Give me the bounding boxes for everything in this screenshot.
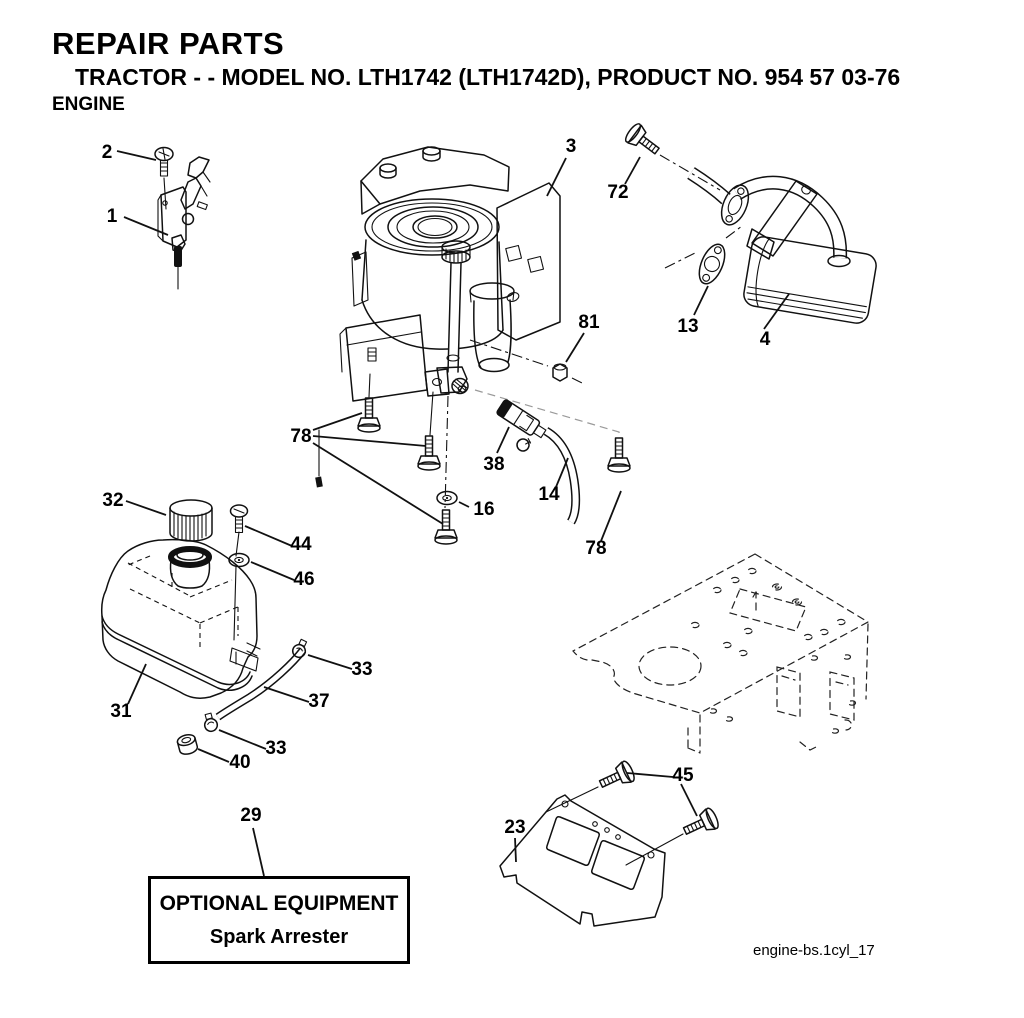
callout-78-a: 78 bbox=[290, 426, 312, 447]
callout-44: 44 bbox=[290, 534, 312, 555]
muffler-art bbox=[623, 122, 878, 325]
callout-46: 46 bbox=[293, 569, 315, 590]
callout-78-b: 78 bbox=[585, 538, 607, 559]
callout-33-a: 33 bbox=[351, 659, 373, 680]
callout-81: 81 bbox=[578, 312, 600, 333]
callout-16: 16 bbox=[473, 499, 495, 520]
callout-31: 31 bbox=[110, 701, 132, 722]
engine-art bbox=[315, 147, 560, 487]
callout-37: 37 bbox=[308, 691, 330, 712]
bushing-40 bbox=[176, 733, 198, 756]
fuel-filter bbox=[496, 399, 548, 441]
throttle-control-art bbox=[155, 148, 210, 290]
page-title: REPAIR PARTS bbox=[52, 26, 285, 61]
callout-labels bbox=[102, 136, 771, 838]
callout-4: 4 bbox=[759, 329, 771, 350]
section-title: ENGINE bbox=[52, 94, 125, 115]
callout-2: 2 bbox=[101, 142, 113, 163]
callout-1: 1 bbox=[106, 206, 118, 227]
callout-33-b: 33 bbox=[265, 738, 287, 759]
callout-3: 3 bbox=[565, 136, 577, 157]
callout-38: 38 bbox=[483, 454, 505, 475]
callout-32: 32 bbox=[102, 490, 124, 511]
optional-equipment-title: OPTIONAL EQUIPMENT bbox=[159, 891, 399, 915]
frame-art bbox=[573, 554, 868, 753]
callout-72: 72 bbox=[607, 182, 629, 203]
callout-40: 40 bbox=[229, 752, 251, 773]
model-line: TRACTOR - - MODEL NO. LTH1742 (LTH1742D), PRODUCT NO. 954 57 03-76 bbox=[75, 64, 901, 90]
callout-45: 45 bbox=[672, 765, 694, 786]
nut-81 bbox=[553, 364, 567, 381]
drawing-id: engine-bs.1cyl_17 bbox=[753, 942, 875, 959]
fuel-tank-art bbox=[102, 500, 310, 756]
callout-23: 23 bbox=[504, 817, 526, 838]
fuel-cap bbox=[170, 500, 212, 541]
optional-equipment-box bbox=[148, 876, 410, 964]
callout-13: 13 bbox=[677, 316, 699, 337]
optional-equipment-item: Spark Arrester bbox=[209, 925, 349, 948]
callout-14: 14 bbox=[538, 484, 560, 505]
callout-29: 29 bbox=[240, 805, 262, 826]
